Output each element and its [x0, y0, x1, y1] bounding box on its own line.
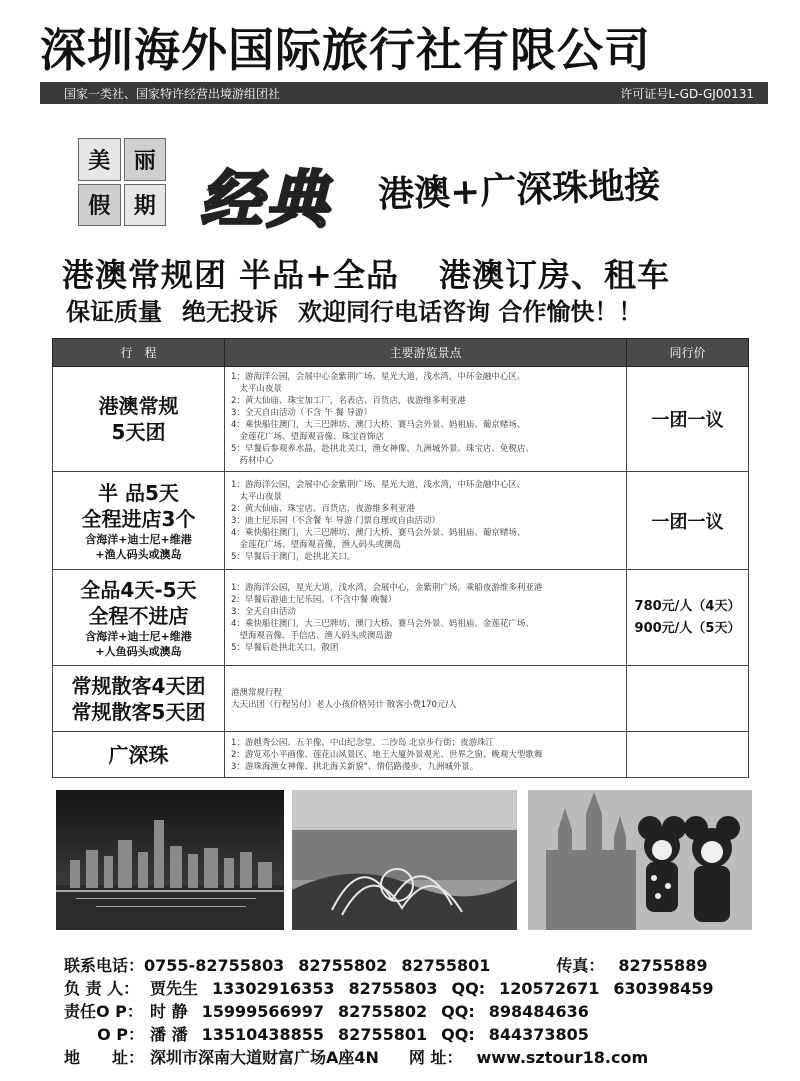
license-number: 许可证号L-GD-GJ00131 — [620, 86, 754, 101]
op2-row — [64, 1023, 764, 1046]
company-name: 深圳海外国际旅行社有限公司 — [40, 23, 651, 77]
disneyland-castle-photo — [528, 790, 752, 930]
price-value: 一团一议 — [651, 511, 724, 533]
itinerary-row — [53, 472, 749, 570]
badge-char: 丽 — [124, 138, 167, 181]
price-cell — [627, 570, 749, 666]
classic-title: 经典 — [200, 163, 333, 236]
tagline: 国家一类社、国家特许经营出境游组团社 — [64, 86, 281, 101]
itinerary-row — [53, 367, 749, 472]
column-header: 同行价 — [627, 339, 749, 367]
itinerary-row — [53, 666, 749, 732]
itinerary-row — [53, 570, 749, 666]
route-title: 港澳+广深珠地接 — [377, 164, 661, 216]
photo-strip — [56, 790, 752, 930]
itinerary-line: 太平山夜景 — [231, 491, 283, 502]
itinerary-line: 5：早餐后赴拱北关口。散团 — [231, 642, 339, 653]
qq-label: QQ: — [441, 1025, 475, 1044]
website-link[interactable]: www.sztour18.com — [476, 1048, 649, 1067]
column-header: 主要游览景点 — [225, 339, 627, 367]
op-label: O P： — [97, 1025, 144, 1044]
qq-number[interactable]: 630398459 — [613, 979, 714, 998]
itinerary-line: 港澳常规行程 — [231, 687, 283, 698]
itinerary-line: 2：游览邓小平画像、莲花山风景区、地王大厦外景观光、世界之窗、晚观大型歌舞 — [231, 749, 543, 760]
qq-number[interactable]: 844373805 — [488, 1025, 589, 1044]
price-cell — [627, 472, 749, 570]
badge-char: 假 — [78, 184, 121, 227]
route-name: 5天团 — [111, 420, 166, 444]
itinerary-line: 3：迪士尼乐园（不含餐 车 导游 门票自理或自由活动） — [231, 515, 441, 526]
route-name: 全品4天-5天 — [80, 577, 197, 602]
price-value: 780元/人（4天） — [634, 598, 741, 614]
itinerary-line: 3：游珠海渔女神像、拱北海关新貌"、情侣路漫步，九洲城外景。 — [231, 761, 479, 772]
ocean-park-coaster-photo — [292, 790, 517, 930]
itinerary-line: 金莲花广场、望海观音像，渔人码头或澳岛 — [231, 539, 402, 550]
itinerary-row — [53, 732, 749, 778]
itinerary-line: 大天出团（行程另付）老人小孩价格另计 散客小费170元/人 — [231, 699, 457, 710]
beautiful-holiday-badge — [78, 138, 166, 226]
itinerary-line: 药材中心 — [231, 456, 274, 466]
route-name: 常规散客4天团 — [71, 673, 206, 698]
itinerary-line: 4：乘快船往澳门，大三巴牌坊、澳门大桥、赛马会外景、妈祖庙、金莲花广场、 — [231, 618, 534, 629]
headline-part: 港澳订房、租车 — [438, 256, 670, 294]
website-label: 网 址： — [408, 1048, 463, 1067]
route-name: 广深珠 — [108, 742, 169, 767]
address-row — [64, 1046, 764, 1069]
phone-number[interactable]: 82755801 — [401, 956, 491, 975]
headline-promise — [66, 292, 642, 327]
op-name: 潘 潘 — [150, 1025, 188, 1044]
route-name: 全程不进店 — [88, 603, 189, 628]
op1-row — [64, 1000, 764, 1023]
headline-products — [62, 250, 670, 296]
itinerary-table — [52, 338, 749, 778]
headline-part: 保证质量 — [66, 298, 162, 326]
phone-number[interactable]: 82755803 — [348, 979, 438, 998]
route-note: 含海洋+迪士尼+维港 — [85, 629, 192, 643]
qq-number[interactable]: 898484636 — [488, 1002, 589, 1021]
price-cell — [627, 666, 749, 732]
phone-label: 联系电话： — [64, 956, 145, 975]
op-name: 时 静 — [150, 1002, 188, 1021]
itinerary-line: 望海观音像、手信店、渔人码头或澳岛游 — [231, 630, 393, 641]
itinerary-line: 1：游海洋公园，会展中心金紫荆广场、星光大道，浅水湾，中环金融中心区、 — [231, 372, 526, 382]
route-note: 含海洋+迪士尼+维港 — [85, 532, 192, 546]
route-name: 常规散客5天团 — [71, 699, 206, 724]
itinerary-line: 1：游越秀公园、五羊像、中山纪念堂、二沙岛 北京步行街；夜游珠江 — [231, 737, 495, 748]
route-cell — [53, 732, 225, 778]
itinerary-line: 4：乘快船往澳门，大三巴牌坊、澳门大桥、赛马会外景、妈祖庙、葡京赌场、 — [231, 527, 526, 538]
itinerary-line: 5：早餐后于澳门，赴拱北关口。 — [231, 551, 356, 562]
itinerary-detail-cell — [225, 570, 627, 666]
route-name: 半 品5天 — [98, 480, 179, 505]
itinerary-line: 3：全天自由活动（不含 午 餐 导游） — [231, 408, 373, 418]
price-cell — [627, 732, 749, 778]
itinerary-detail-cell — [225, 367, 627, 472]
route-note: +渔人码头或澳岛 — [95, 547, 182, 561]
route-cell — [53, 666, 225, 732]
price-value: 一团一议 — [651, 410, 724, 431]
route-name: 全程进店3个 — [81, 506, 196, 531]
itinerary-line: 2：黄大仙庙、珠宝加工厂，名表店、百货店，夜游维多利亚港 — [231, 396, 466, 406]
phone-row — [64, 954, 764, 977]
headline-part: 欢迎同行电话咨询 合作愉快！！ — [298, 298, 643, 326]
badge-char: 美 — [78, 138, 121, 181]
manager-row — [64, 977, 764, 1000]
route-cell — [53, 367, 225, 472]
route-cell — [53, 570, 225, 666]
phone-number[interactable]: 0755-82755803 — [144, 956, 285, 975]
address: 深圳市深南大道财富广场A座4N — [150, 1048, 379, 1067]
itinerary-line: 太平山夜景 — [231, 384, 283, 394]
hong-kong-skyline-photo — [56, 790, 284, 930]
fax-label: 传真： — [556, 956, 605, 975]
manager-name: 贾先生 — [150, 979, 199, 998]
phone-number[interactable]: 82755802 — [298, 956, 388, 975]
itinerary-line: 金莲花广场、望海观音像、珠宝首饰店 — [231, 432, 385, 442]
license-bar — [40, 82, 768, 104]
phone-number[interactable]: 82755801 — [338, 1025, 428, 1044]
badge-char: 期 — [124, 184, 167, 227]
phone-number[interactable]: 82755802 — [338, 1002, 428, 1021]
mobile-number[interactable]: 15999566997 — [201, 1002, 325, 1021]
manager-label: 负 责 人： — [64, 979, 140, 998]
column-header: 行 程 — [53, 339, 225, 367]
itinerary-detail-cell — [225, 472, 627, 570]
route-name: 港澳常规 — [98, 394, 179, 418]
address-label: 地 址： — [64, 1048, 145, 1067]
headline-part: 绝无投诉 — [182, 298, 278, 326]
qq-label: QQ: — [441, 1002, 475, 1021]
itinerary-line: 3：全天自由活动 — [231, 606, 296, 617]
itinerary-line: 5：早餐后参观养水晶，赴拱北关口，渔女神像、九洲城外景、珠宝店、免税店、 — [231, 444, 534, 454]
op-label: 责任O P： — [64, 1002, 143, 1021]
price-cell — [627, 367, 749, 472]
price-value: 900元/人（5天） — [634, 620, 741, 636]
itinerary-line: 2：早餐后游迪士尼乐园。（不含中餐 晚餐） — [231, 594, 397, 605]
route-cell — [53, 472, 225, 570]
qq-number[interactable]: 120572671 — [499, 979, 600, 998]
headline-part: 港澳常规团 半品+全品 — [62, 256, 399, 294]
itinerary-line: 1：游海洋公园，星光大道，浅水湾，会展中心，金紫荆广场，乘船夜游维多利亚港 — [231, 582, 543, 593]
itinerary-line: 2：黄大仙庙、珠宝店、百货店，夜游维多利亚港 — [231, 503, 415, 514]
route-note: +人鱼码头或澳岛 — [95, 644, 182, 658]
itinerary-detail-cell — [225, 732, 627, 778]
mobile-number[interactable]: 13302916353 — [212, 979, 335, 998]
contact-block — [64, 954, 764, 1069]
qq-label: QQ: — [451, 979, 486, 998]
fax-number[interactable]: 82755889 — [618, 956, 708, 975]
itinerary-line: 1：游海洋公园，会展中心金紫荆广场、星光大道，浅水湾，中环金融中心区、 — [231, 479, 526, 490]
mobile-number[interactable]: 13510438855 — [201, 1025, 325, 1044]
itinerary-detail-cell — [225, 666, 627, 732]
itinerary-line: 4：乘快船往澳门，大三巴牌坊、澳门大桥、赛马会外景、妈祖庙、葡京赌场、 — [231, 420, 526, 430]
